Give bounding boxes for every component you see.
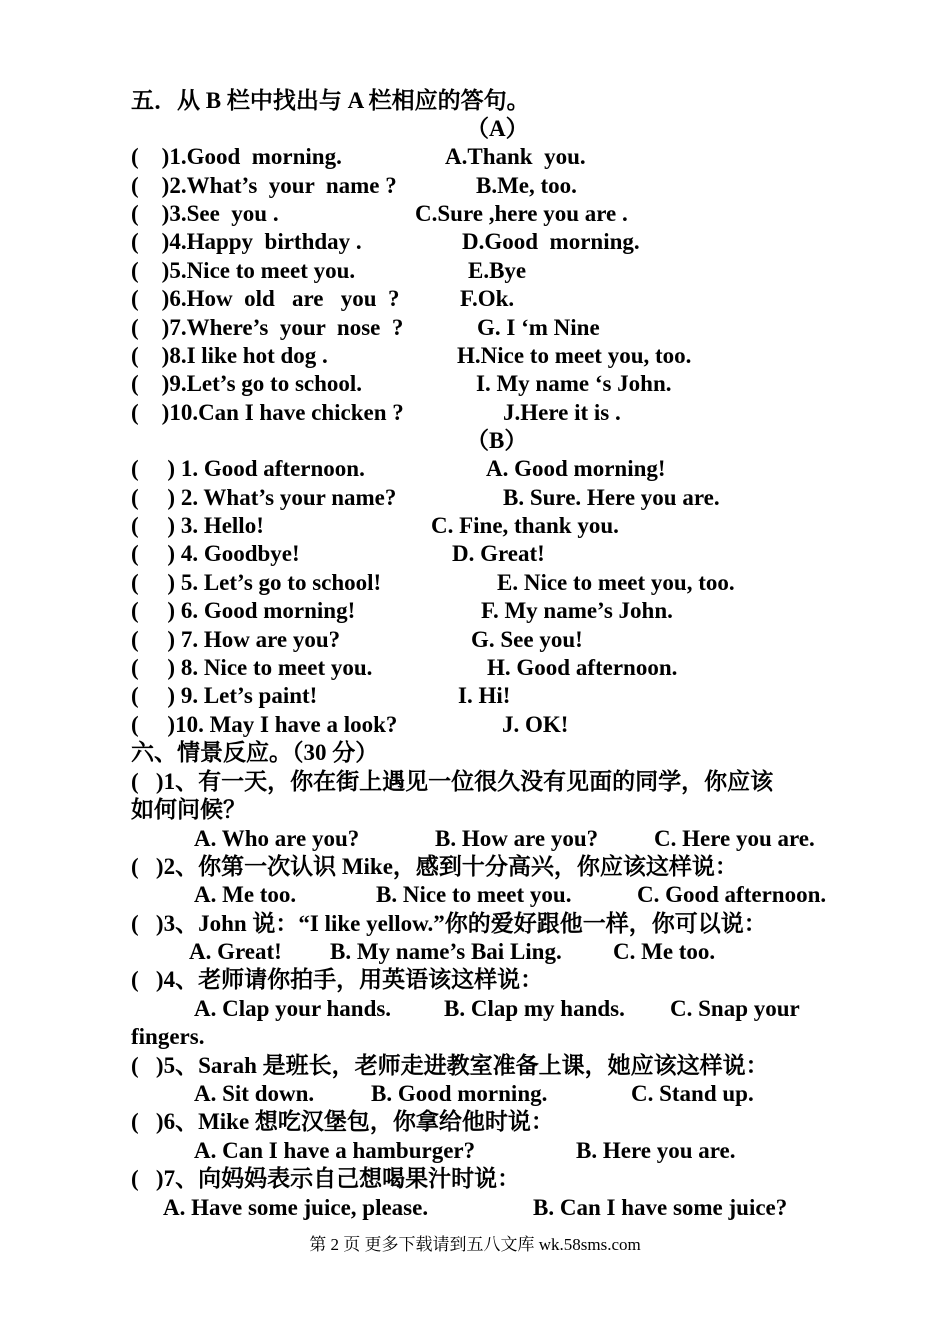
q5-stem: ( )5、Sarah 是班长，老师走进教室准备上课，她应该这样说：: [131, 1053, 769, 1078]
partA-answer-F: F.Ok.: [460, 286, 515, 311]
partB-answer-H: H. Good afternoon.: [487, 655, 678, 680]
partA-question-4: ( )4.Happy birthday .: [131, 229, 362, 254]
q1-stem-cont: 如何问候？: [131, 797, 246, 822]
q7-stem: ( )7、向妈妈表示自己想喝果汁时说：: [131, 1166, 521, 1191]
q1-stem: ( )1、有一天，你在街上遇见一位很久没有见面的同学，你应该: [131, 769, 774, 794]
q6-option-b: B. Here you are.: [576, 1138, 736, 1163]
partB-question-1: ( ) 1. Good afternoon.: [131, 456, 365, 481]
partB-question-6: ( ) 6. Good morning!: [131, 598, 356, 623]
q1-option-b: B. How are you?: [435, 826, 599, 851]
page-footer: 第 2 页 更多下载请到五八文库 wk.58sms.com: [309, 1235, 641, 1254]
section5-heading: 五．从 B 栏中找出与 A 栏相应的答句。: [131, 88, 530, 113]
q5-option-c: C. Stand up.: [631, 1081, 754, 1106]
partB-answer-F: F. My name’s John.: [481, 598, 673, 623]
q4-stem: ( )4、老师请你拍手，用英语该这样说：: [131, 967, 544, 992]
partA-label: （A）: [466, 116, 529, 141]
q2-option-c: C. Good afternoon.: [637, 882, 827, 907]
partB-question-2: ( ) 2. What’s your name?: [131, 485, 397, 510]
q2-option-a: A. Me too.: [194, 882, 297, 907]
partB-answer-C: C. Fine, thank you.: [431, 513, 619, 538]
partA-question-5: ( )5.Nice to meet you.: [131, 258, 356, 283]
partA-answer-H: H.Nice to meet you, too.: [457, 343, 692, 368]
q5-option-a: A. Sit down.: [194, 1081, 315, 1106]
partB-answer-G: G. See you!: [471, 627, 583, 652]
partA-question-9: ( )9.Let’s go to school.: [131, 371, 363, 396]
q3-option-a: A. Great!: [189, 939, 282, 964]
partB-answer-J: J. OK!: [502, 712, 569, 737]
q5-option-b: B. Good morning.: [371, 1081, 548, 1106]
q1-option-c: C. Here you are.: [654, 826, 815, 851]
partB-question-10: ( )10. May I have a look?: [131, 712, 398, 737]
partB-label: （B）: [466, 428, 528, 453]
partB-answer-I: I. Hi!: [458, 683, 511, 708]
partA-answer-B: B.Me, too.: [476, 173, 577, 198]
partB-question-9: ( ) 9. Let’s paint!: [131, 683, 318, 708]
q3-stem: ( )3、John 说：“I like yellow.”你的爱好跟他一样，你可以说：: [131, 911, 767, 936]
q2-option-b: B. Nice to meet you.: [376, 882, 572, 907]
q6-option-a: A. Can I have a hamburger?: [194, 1138, 476, 1163]
q7-option-b: B. Can I have some juice?: [533, 1195, 788, 1220]
partB-answer-E: E. Nice to meet you, too.: [497, 570, 735, 595]
partA-question-10: ( )10.Can I have chicken ?: [131, 400, 404, 425]
partA-question-7: ( )7.Where’s your nose ?: [131, 315, 404, 340]
partA-question-2: ( )2.What’s your name ?: [131, 173, 397, 198]
q1-option-a: A. Who are you?: [194, 826, 360, 851]
partB-answer-A: A. Good morning!: [486, 456, 666, 481]
partB-question-8: ( ) 8. Nice to meet you.: [131, 655, 373, 680]
q2-stem: ( )2、你第一次认识 Mike，感到十分高兴，你应该这样说：: [131, 854, 738, 879]
partA-question-1: ( )1.Good morning.: [131, 144, 342, 169]
q4-option-b: B. Clap my hands.: [444, 996, 625, 1021]
q4-option-a: A. Clap your hands.: [194, 996, 392, 1021]
partA-answer-A: A.Thank you.: [445, 144, 586, 169]
partB-question-5: ( ) 5. Let’s go to school!: [131, 570, 382, 595]
partB-question-3: ( ) 3. Hello!: [131, 513, 264, 538]
partA-answer-I: I. My name ‘s John.: [476, 371, 672, 396]
q6-stem: ( )6、Mike 想吃汉堡包，你拿给他时说：: [131, 1109, 554, 1134]
q4-option-c-cont: fingers.: [131, 1024, 205, 1049]
q3-option-c: C. Me too.: [613, 939, 716, 964]
q4-option-c: C. Snap your: [670, 996, 800, 1021]
partA-question-8: ( )8.I like hot dog .: [131, 343, 328, 368]
partB-answer-D: D. Great!: [452, 541, 545, 566]
q7-option-a: A. Have some juice, please.: [163, 1195, 429, 1220]
partA-answer-E: E.Bye: [468, 258, 527, 283]
partA-question-6: ( )6.How old are you ?: [131, 286, 400, 311]
q3-option-b: B. My name’s Bai Ling.: [330, 939, 562, 964]
partB-question-4: ( ) 4. Goodbye!: [131, 541, 300, 566]
partB-question-7: ( ) 7. How are you?: [131, 627, 341, 652]
partA-answer-C: C.Sure ,here you are .: [415, 201, 628, 226]
section6-heading: 六、情景反应。（30 分）: [131, 740, 379, 765]
partA-answer-G: G. I ‘m Nine: [477, 315, 600, 340]
partA-question-3: ( )3.See you .: [131, 201, 279, 226]
partB-answer-B: B. Sure. Here you are.: [503, 485, 720, 510]
partA-answer-D: D.Good morning.: [462, 229, 640, 254]
partA-answer-J: J.Here it is .: [503, 400, 621, 425]
